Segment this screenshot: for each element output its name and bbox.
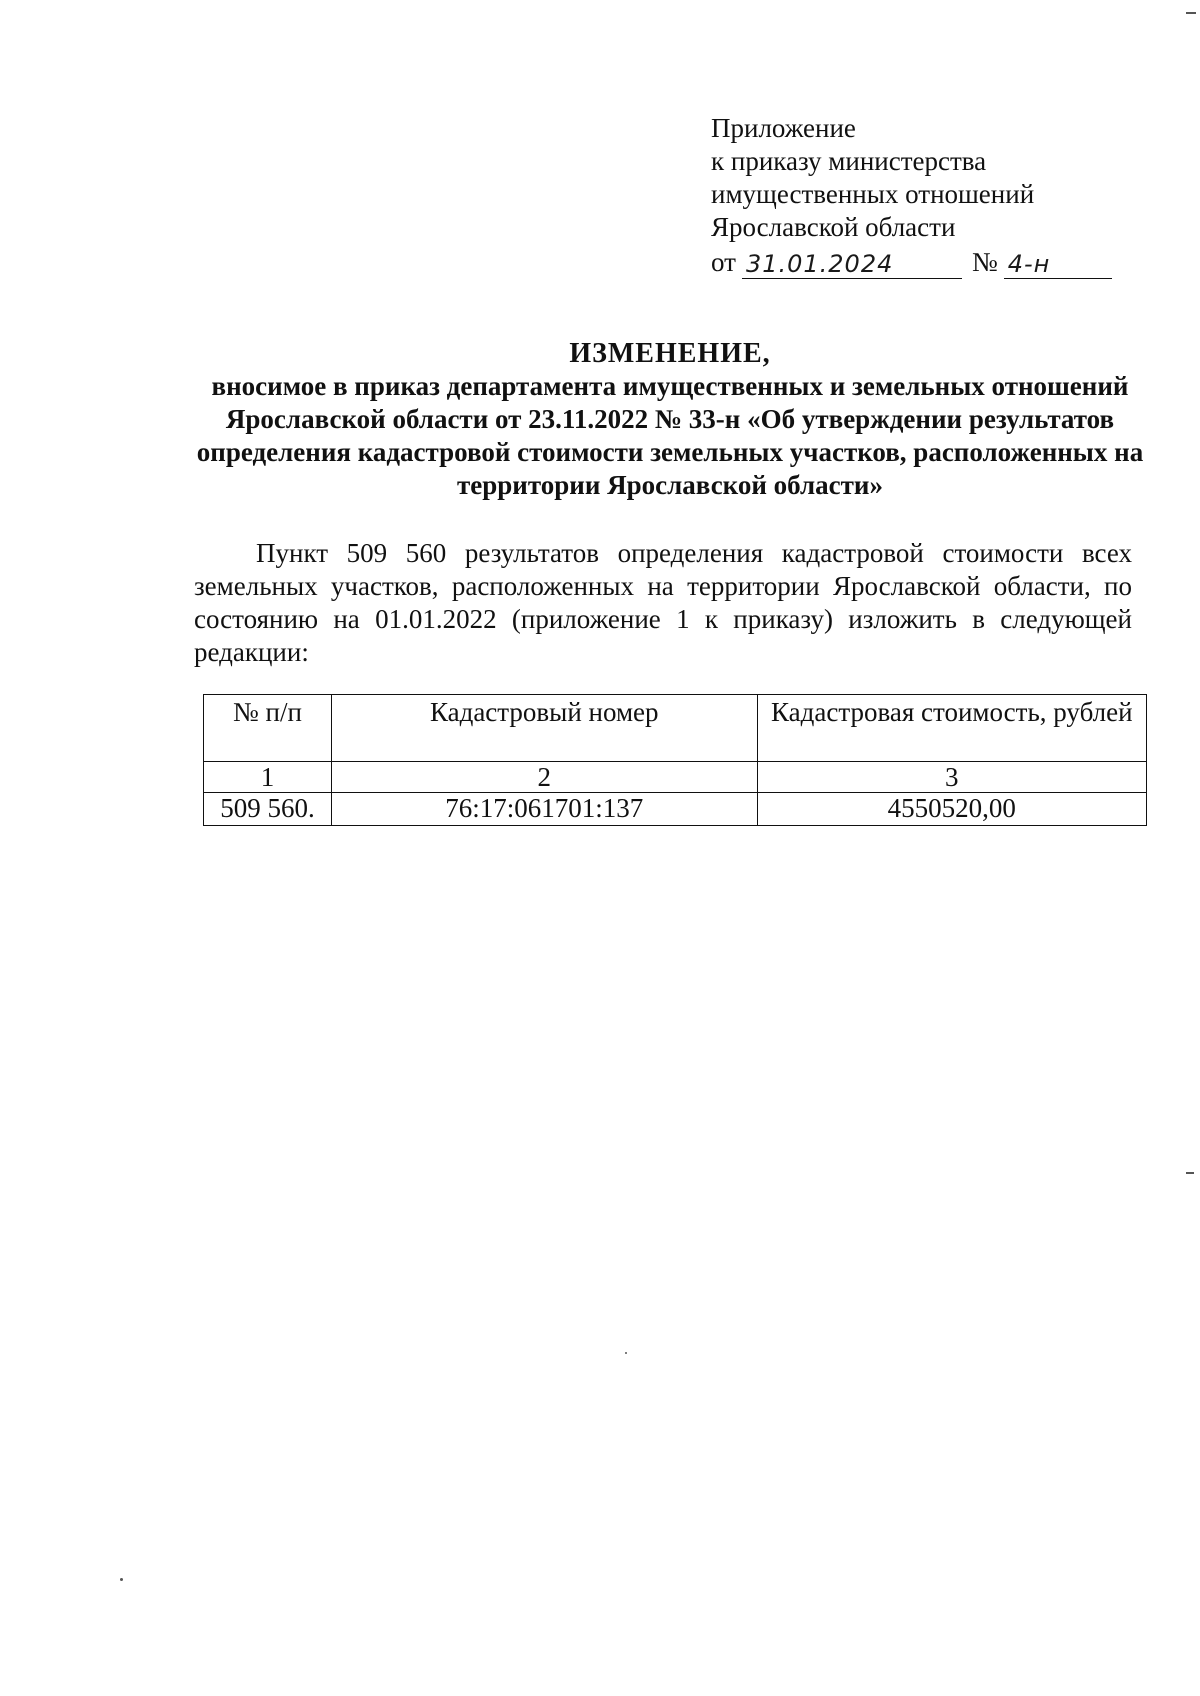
scan-speck	[120, 1578, 123, 1581]
appendix-line-2: к приказу министерства	[711, 146, 987, 176]
appendix-line-3: имущественных отношений	[711, 179, 1035, 209]
scan-speck	[625, 1352, 627, 1354]
table-header-row	[204, 695, 1147, 762]
scan-speck	[1186, 12, 1196, 14]
table-cell-cadastral-value: 4550520,00	[757, 793, 1146, 826]
document-heading	[190, 337, 1150, 502]
table-row	[204, 793, 1147, 826]
table-header-cell: Кадастровый номер	[331, 695, 757, 762]
table-cell-cadastral-number: 76:17:061701:137	[331, 793, 757, 826]
table-column-number: 1	[204, 762, 332, 793]
table-column-number: 2	[331, 762, 757, 793]
table-header-cell: № п/п	[204, 695, 332, 762]
body-paragraph: Пункт 509 560 результатов определения кадастровой стоимости всех земельных участков, расположенных на территории Ярославской области, по состоянию на 01.01.2022 (приложение 1 к приказу) изложить в следующей редакции:	[194, 538, 1132, 667]
appendix-date-number-row	[711, 246, 1112, 279]
handwritten-date: 31.01.2024	[742, 250, 962, 279]
date-prefix: от	[711, 247, 736, 277]
number-label: №	[971, 247, 998, 277]
table-column-number-row	[204, 762, 1147, 793]
handwritten-number: 4-н	[1004, 250, 1112, 279]
cadastral-table	[203, 694, 1147, 826]
scan-speck	[1186, 1172, 1194, 1174]
appendix-line-4: Ярославской области	[711, 212, 956, 242]
appendix-line-1: Приложение	[711, 113, 856, 143]
appendix-block	[711, 112, 1112, 279]
document-subtitle: вносимое в приказ департамента имущественных и земельных отношений Ярославской области от 23.11.2022 № 33-н «Об утверждении результатов определения кадастровой стоимости земельных участков, расположенных на территории Ярославской области»	[196, 371, 1144, 500]
table-cell-item-number: 509 560.	[204, 793, 332, 826]
table-column-number: 3	[757, 762, 1146, 793]
table-header-cell: Кадастровая стоимость, рублей	[757, 695, 1146, 762]
document-title: ИЗМЕНЕНИЕ,	[569, 338, 771, 369]
